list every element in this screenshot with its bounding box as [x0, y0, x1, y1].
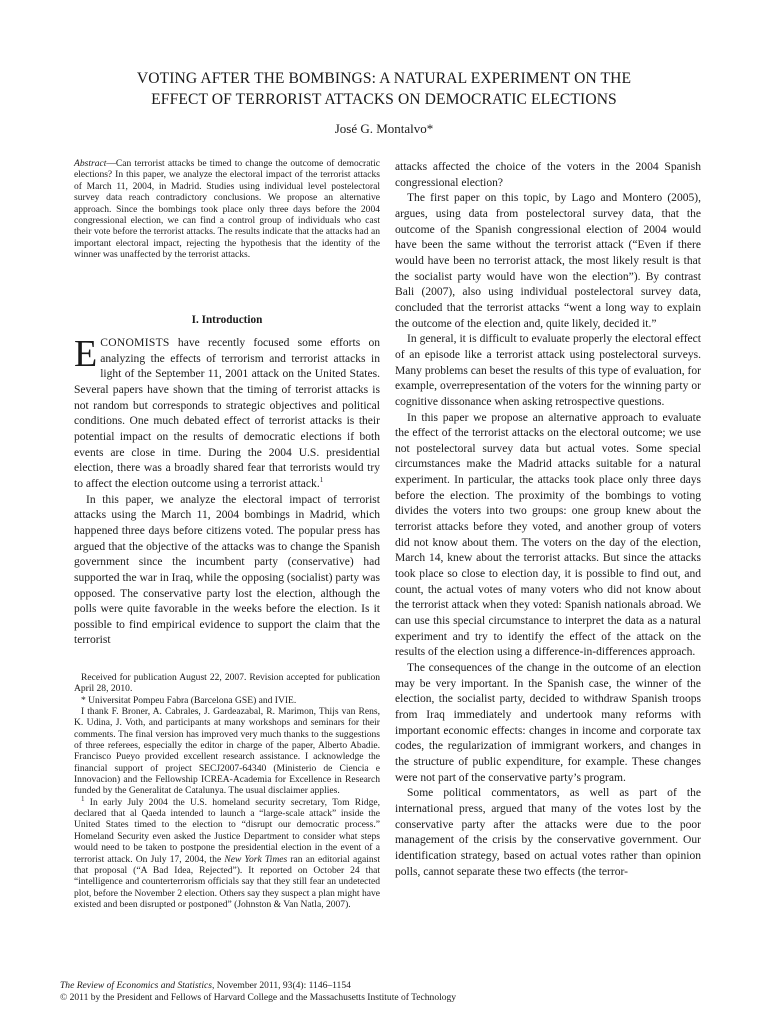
right-paragraph-6: Some political commentators, as well as part of the international press, argued that many of the votes lost by the conservative party after the attacks were due to the poor management of the crisis by the conservative government. Our identification strategy, based on actual votes rather than opinion polls, cannot separate these two effects (the terror-: [395, 787, 701, 878]
note-affiliation: * Universitat Pompeu Fabra (Barcelona GSE) and IVIE.: [81, 694, 297, 706]
intro-p1-text: have recently focused some efforts on analyzing the effects of terrorism and terrorist attacks in light of the September 11, 2001 attack on the United States. Several papers have shown that the timing of terrorist attacks is not random but corresponds to strategic objectives and political conditions. One much debated effect of terrorist attacks is their potential impact on the results of democratic elections if both events are close in time. During the 2004 U.S. presidential election, there was a broadly shared fear that terrorists would try to affect the election outcome using a terrorist attack.: [74, 337, 380, 490]
intro-smallcaps: CONOMISTS: [100, 337, 170, 349]
footer-issue: , November 2011, 93(4): 1146–1154: [211, 980, 351, 991]
footer-citation: [60, 980, 456, 992]
drop-cap: E: [74, 333, 98, 375]
right-paragraph-2: The first paper on this topic, by Lago and Montero (2005), argues, using data from postelectoral survey data, that the outcome of the Spanish congressional election of 2004 would have been the same without the terrorist attack (“Even if there would have been no terrorist attack, the most likely result is that the socialist party would have won the election”). By contrast Bali (2007), also using individual postelectoral survey data, concluded that the terrorist attacks “went a long way to explain the outcome of the election and, quite likely, decided it.”: [395, 192, 701, 330]
footnote-1-text-a: In early July 2004 the U.S. homeland security secretary, Tom Ridge, declared that al Qaeda intended to launch a “large-scale attack” inside the United States timed to the election to “disrupt our democratic process.” Homeland Security even asked the Justice Department to consider what steps would need to be taken to postpone the presidential election in the event of a terrorist attack. On July 17, 2004, the: [74, 796, 380, 865]
right-paragraph-4: In this paper we propose an alternative approach to evaluate the effect of the terrorist attacks on the electoral outcome; we use not postelectoral survey data but actual votes. Some special circumstances make the Madrid attacks suitable for a natural experiment. In particular, the attacks took place only three days before the election. The proximity of the bombings to voting divides the voters into two groups: one group knew about the terrorist attacks before they voted, and another group of voters did not know about them. The voters on the day of the election, March 14, knew about the terrorist attacks. But since the attacks took place so close to election day, it is possible to find out, and count, the actual votes of many voters who did not know about the terrorist attack when they voted: Spanish nationals abroad. We can use this special circumstance to interpret the data as a natural experiment and try to identify the effect of the attack on the results of the election using a difference-in-differences approach.: [395, 411, 701, 659]
footnote-1-mark: 1: [81, 794, 85, 803]
footer-copyright: © 2011 by the President and Fellows of Harvard College and the Massachusetts Institute of Technology: [60, 992, 457, 1003]
title-line-1: VOTING AFTER THE BOMBINGS: A NATURAL EXPERIMENT ON THE: [136, 70, 632, 87]
page-footer: [60, 980, 456, 1004]
footnote-1: [74, 794, 380, 910]
footnote-1-text-b: ran an editorial against that proposal (“A Bad Idea, Rejected”). It reported on October 24 that “intelligence and counterterrorism officials say that they still fear an undetected plot, before the November 2 election. Others say they suspect a plan might have existed and been disrupted or postponed” (Johnston & Van Natla, 2007).: [74, 853, 380, 910]
author-name: José G. Montalvo*: [334, 121, 434, 136]
paper-title: [60, 68, 708, 110]
footnote-ref-1: 1: [319, 476, 324, 485]
intro-paragraph-1: [74, 333, 380, 493]
footnote-1-newspaper: New York Times: [224, 853, 288, 865]
note-received: Received for publication August 22, 2007. Revision accepted for publication April 28, 2010.: [74, 672, 380, 695]
section-heading: I. Introduction: [191, 314, 263, 326]
right-paragraph-5: The consequences of the change in the outcome of an election may be very important. In the Spanish case, the winner of the election, the socialist party, decided to withdraw Spanish troops from Iraq immediately and undertook many reforms with important economic effects: changes in income and corporate tax codes, the regularization of immigrant workers, and changes in the structure of public expenditure, for example. These changes were not part of the conservative party’s program.: [395, 662, 701, 784]
intro-paragraph-2: In this paper, we analyze the electoral impact of terrorist attacks using the March 11, 2004 bombings in Madrid, which happened three days before citizens voted. The popular press has argued that the objective of the attacks was to change the Spanish government since the incumbent party (conservative) had supported the war in Iraq, while the opposing (socialist) party was opposed. The conservative party lost the election, although the polls were quite favorable in the weeks before the election. Is it possible to find empirical evidence to support the claim that the terrorist: [74, 493, 380, 647]
right-paragraph-1: attacks affected the choice of the voters in the 2004 Spanish congressional election?: [395, 161, 701, 189]
introduction-text: [74, 333, 380, 649]
footer-journal: The Review of Economics and Statistics: [60, 980, 212, 991]
right-paragraph-3: In general, it is difficult to evaluate properly the electoral effect of an episode like a terrorist attack using postelectoral surveys. Many problems can beset the results of this type of evaluation, for example, overrepresentation of the voters for the winning party or cognitive dissonance when asking retrospective questions.: [395, 333, 701, 408]
right-column-text: [395, 160, 701, 880]
abstract-text: —Can terrorist attacks be timed to change the outcome of democratic elections? In this paper, we analyze the electoral impact of the terrorist attacks of March 11, 2004, in Madrid. Studies using individual level postelectoral survey data reach contradictory conclusions. We propose an alternative approach. Since the bombings took place only three days before the 2004 congressional election, we can find a control group of individuals who cast their vote before the terrorist attacks. The results indicate that the attacks had an important electoral impact, rejecting the hypothesis that the identity of the winner was unaffected by the terrorist attacks.: [74, 158, 380, 261]
abstract-label: Abstract: [74, 158, 107, 169]
abstract: [74, 158, 380, 261]
footnotes: [74, 672, 380, 910]
title-line-2: EFFECT OF TERRORIST ATTACKS ON DEMOCRATIC ELECTIONS: [151, 91, 617, 108]
note-acknowledgments: I thank F. Broner, A. Cabrales, J. Gardeazabal, R. Marimon, Thijs van Rens, K. Udina, J. Voth, and participants at many workshops and seminars for their comments. The final version has improved very much thanks to the suggestions of three referees, especially the editor in charge of the paper, Alberto Abadie. Francisco Pueyo provided excellent research assistance. I acknowledge the financial support of project SECJ2007-64340 (Ministerio de Ciencia e Innovacion) and the Fellowship ICREA-Academia for Excellence in Research funded by the Generalitat de Catalunya. The usual disclaimer applies.: [74, 706, 380, 797]
